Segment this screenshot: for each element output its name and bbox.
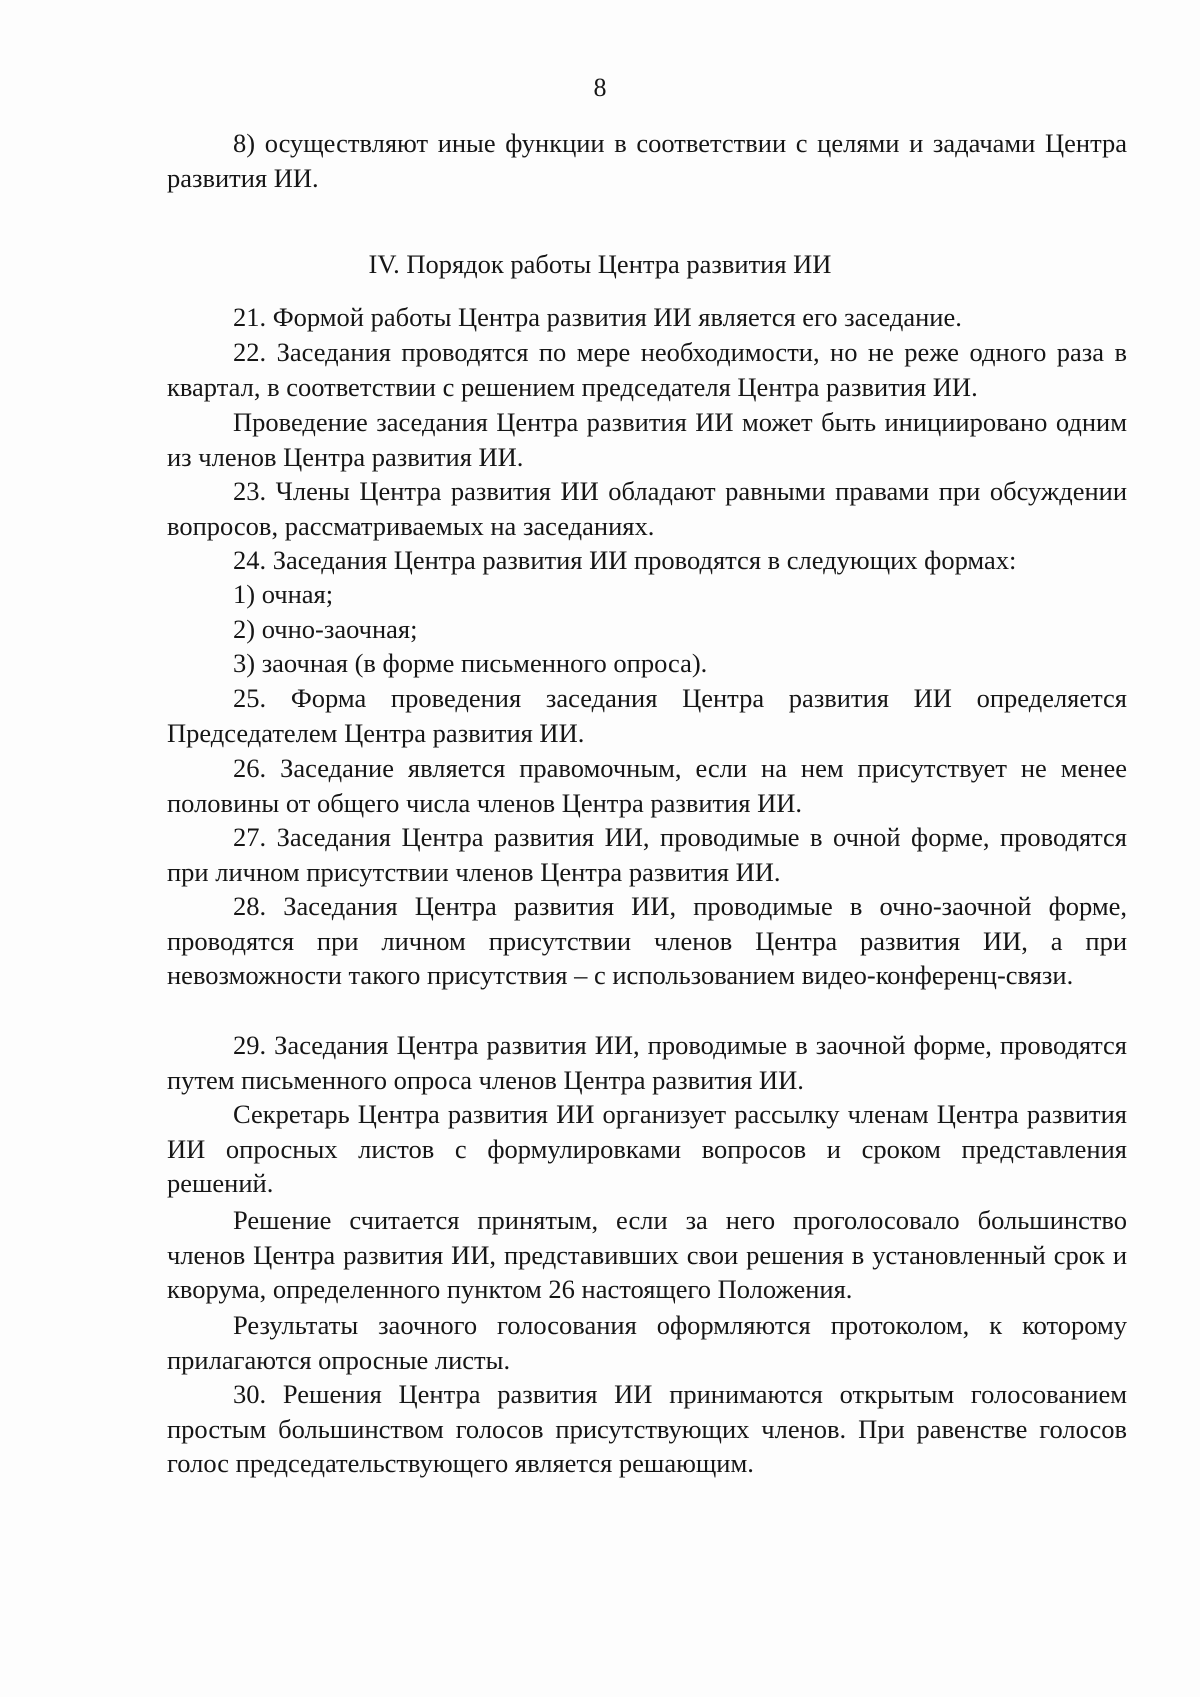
section-title: IV. Порядок работы Центра развития ИИ [368, 249, 832, 279]
list-item-form-2: 2) очно-заочная; [233, 614, 418, 644]
list-item-form-1: 1) очная; [233, 579, 334, 609]
paragraph-22: 22. Заседания проводятся по мере необходимости, но не реже одного раза в квартал, в соответствии с решением председателя Центра развития ИИ. [167, 337, 1127, 402]
list-item-form-3: 3) заочная (в форме письменного опроса). [233, 648, 708, 678]
paragraph-29-results: Результаты заочного голосования оформляются протоколом, к которому прилагаются опросные листы. [167, 1310, 1127, 1375]
paragraph-22-initiation: Проведение заседания Центра развития ИИ может быть инициировано одним из членов Центра развития ИИ. [167, 407, 1127, 472]
paragraph-21: 21. Формой работы Центра развития ИИ является его заседание. [233, 302, 962, 332]
paragraph-item-8: 8) осуществляют иные функции в соответствии с целями и задачами Центра развития ИИ. [167, 128, 1127, 193]
page-number: 8 [593, 73, 607, 102]
paragraph-26: 26. Заседание является правомочным, если на нем присутствует не менее половины от общего числа членов Центра развития ИИ. [167, 753, 1127, 818]
paragraph-24: 24. Заседания Центра развития ИИ проводятся в следующих формах: [233, 545, 1017, 575]
paragraph-29: 29. Заседания Центра развития ИИ, проводимые в заочной форме, проводятся путем письменного опроса членов Центра развития ИИ. [167, 1030, 1127, 1095]
paragraph-23: 23. Члены Центра развития ИИ обладают равными правами при обсуждении вопросов, рассматриваемых на заседаниях. [167, 476, 1127, 541]
paragraph-29-decision: Решение считается принятым, если за него проголосовало большинство членов Центра развития ИИ, представивших свои решения в установленный срок и кворума, определенного пунктом 26 настоящего Положения. [167, 1205, 1127, 1304]
paragraph-28: 28. Заседания Центра развития ИИ, проводимые в очно-заочной форме, проводятся при личном присутствии членов Центра развития ИИ, а при невозможности такого присутствия – с использованием видео-конференц-связи. [167, 891, 1127, 990]
paragraph-25: 25. Форма проведения заседания Центра развития ИИ определяется Председателем Центра развития ИИ. [167, 683, 1127, 748]
paragraph-27: 27. Заседания Центра развития ИИ, проводимые в очной форме, проводятся при личном присутствии членов Центра развития ИИ. [167, 822, 1127, 887]
paragraph-29-secretary: Секретарь Центра развития ИИ организует рассылку членам Центра развития ИИ опросных листов с формулировками вопросов и сроком представления решений. [167, 1099, 1127, 1198]
paragraph-30: 30. Решения Центра развития ИИ принимаются открытым голосованием простым большинством голосов присутствующих членов. При равенстве голосов голос председательствующего является решающим. [167, 1379, 1127, 1478]
